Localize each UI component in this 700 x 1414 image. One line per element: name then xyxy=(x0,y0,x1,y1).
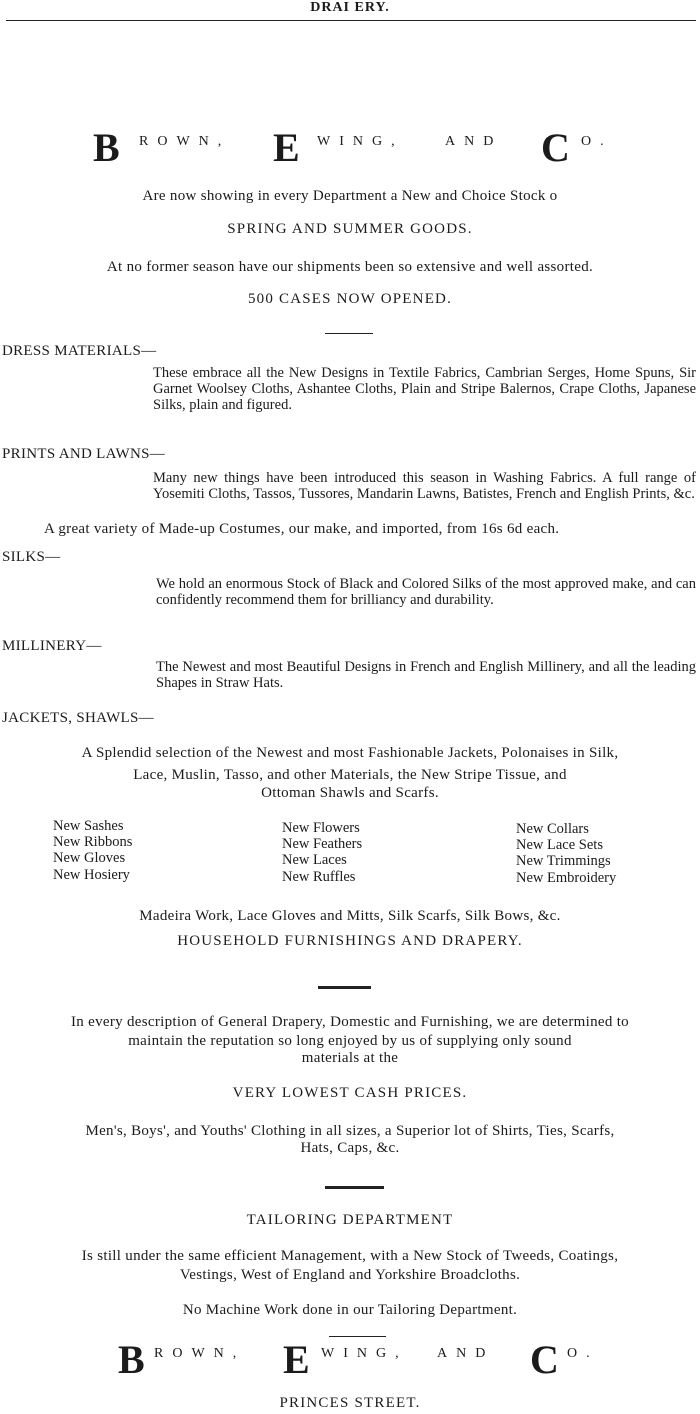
masthead xyxy=(93,125,120,170)
tailoring-line-2: Vestings, West of England and Yorkshire Broadcloths. xyxy=(179,1267,521,1283)
prints-text: Many new things have been introduced this season in Washing Fabrics. A full range of Yosemiti Cloths, Tassos, Tussores, Mandarin Lawns, Batistes, French and English Prints, &c. xyxy=(153,470,696,502)
intro-line-3: At no former season have our shipments been so extensive and well assorted. xyxy=(106,259,594,275)
prints-note: A great variety of Made-up Costumes, our make, and imported, from 16s 6d each. xyxy=(44,521,560,537)
list-item: New Laces xyxy=(282,851,347,868)
masthead-initial-c: C xyxy=(541,125,570,170)
clothing-line-1: Men's, Boys', and Youths' Clothing in all sizes, a Superior lot of Shirts, Ties, Scarfs, xyxy=(85,1123,615,1139)
jackets-line-3: Ottoman Shawls and Scarfs. xyxy=(261,785,439,801)
masthead-initial-e: E xyxy=(273,125,300,170)
divider-2 xyxy=(318,986,371,989)
masthead-word-o: O. xyxy=(581,134,613,149)
household-heading: HOUSEHOLD FURNISHINGS AND DRAPERY. xyxy=(177,933,523,949)
masthead-word-wing: WING, xyxy=(317,134,404,149)
intro-line-4: 500 CASES NOW OPENED. xyxy=(247,291,453,307)
list-item: New Trimmings xyxy=(516,852,611,869)
list-item: New Ruffles xyxy=(282,869,356,886)
millinery-heading: MILLINERY— xyxy=(2,638,102,654)
masthead-word-rown: ROWN, xyxy=(139,134,231,149)
list-item: New Flowers xyxy=(282,820,360,836)
header-rule xyxy=(6,20,696,21)
list-item: New Embroidery xyxy=(516,870,617,887)
prints-heading: PRINTS AND LAWNS— xyxy=(2,446,166,462)
novelties-col-1 xyxy=(53,819,132,884)
list-item: New Ribbons xyxy=(53,833,133,850)
intro-line-1: Are now showing in every Department a New and Choice Stock o xyxy=(142,188,558,204)
running-title: DRAI ERY. xyxy=(310,0,390,15)
intro-line-2: SPRING AND SUMMER GOODS. xyxy=(227,221,473,237)
footer-address: PRINCES STREET. xyxy=(279,1395,421,1411)
jackets-line-2: Lace, Muslin, Tasso, and other Materials, the New Stripe Tissue, and xyxy=(133,767,567,783)
general-line-1: In every description of General Drapery, Domestic and Furnishing, we are determined to xyxy=(71,1014,629,1030)
jackets-heading: JACKETS, SHAWLS— xyxy=(2,710,154,726)
tailoring-heading: TAILORING DEPARTMENT xyxy=(246,1212,454,1228)
masthead-initial-b: B xyxy=(93,125,120,170)
list-item: New Sashes xyxy=(53,818,124,834)
masthead-word-and: AND xyxy=(445,134,503,149)
masthead-2-initial-e: E xyxy=(283,1337,310,1382)
masthead-2-word-wing: WING, xyxy=(321,1346,408,1361)
list-item: New Collars xyxy=(516,821,589,837)
general-line-2: maintain the reputation so long enjoyed by us of supplying only sound xyxy=(128,1033,572,1049)
list-item: New Feathers xyxy=(282,835,363,852)
masthead-2-initial-b: B xyxy=(118,1337,145,1382)
divider-1 xyxy=(325,333,373,334)
list-item: New Lace Sets xyxy=(516,836,603,853)
masthead-2-initial-c: C xyxy=(530,1337,559,1382)
tailoring-note: No Machine Work done in our Tailoring Department. xyxy=(182,1302,518,1318)
masthead-2-word-o: O. xyxy=(567,1346,599,1361)
millinery-text: The Newest and most Beautiful Designs in French and English Millinery, and all the leading Shapes in Straw Hats. xyxy=(156,659,696,691)
divider-4 xyxy=(329,1336,386,1337)
list-item: New Gloves xyxy=(53,849,126,866)
dress-heading: DRESS MATERIALS— xyxy=(2,343,157,359)
madeira-line: Madeira Work, Lace Gloves and Mitts, Silk Scarfs, Silk Bows, &c. xyxy=(139,908,561,924)
dress-text: These embrace all the New Designs in Textile Fabrics, Cambrian Serges, Home Spuns, Sir Garnet Woolsey Cloths, Ashantee Cloths, Plain and Stripe Balernos, Crape Cloths, Japanese Silks, plain and figured. xyxy=(153,365,696,413)
list-item: New Hosiery xyxy=(53,867,130,884)
general-line-3: materials at the xyxy=(301,1050,399,1066)
masthead-2-word-rown: ROWN, xyxy=(154,1346,246,1361)
tailoring-line-1: Is still under the same efficient Management, with a New Stock of Tweeds, Coatings, xyxy=(81,1248,619,1264)
masthead-2-word-and: AND xyxy=(437,1346,495,1361)
divider-3 xyxy=(325,1186,384,1189)
novelties-col-3 xyxy=(516,822,616,887)
prices-line: VERY LOWEST CASH PRICES. xyxy=(232,1085,468,1101)
jackets-line-1: A Splendid selection of the Newest and most Fashionable Jackets, Polonaises in Silk, xyxy=(81,745,619,761)
silks-heading: SILKS— xyxy=(2,549,61,565)
silks-text: We hold an enormous Stock of Black and Colored Silks of the most approved make, and can confidently recommend them for brilliancy and durability. xyxy=(156,576,696,608)
clothing-line-2: Hats, Caps, &c. xyxy=(300,1140,400,1156)
novelties-col-2 xyxy=(282,821,362,886)
